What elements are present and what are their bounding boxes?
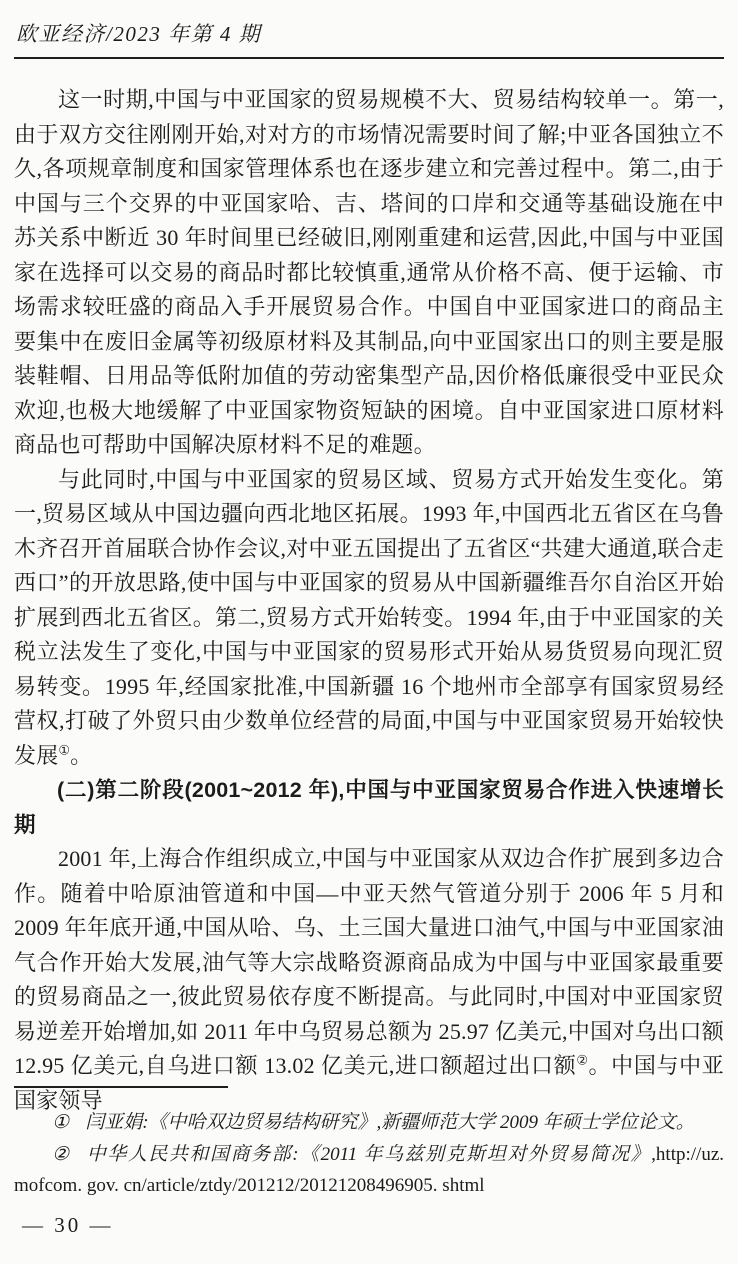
body-paragraph	[14, 463, 724, 774]
footnote-marker: ②	[52, 1143, 71, 1165]
text-run: 。中国与中亚国家领导	[14, 1053, 725, 1113]
page-header	[14, 16, 724, 59]
journal-issue-line: 欧亚经济/2023 年第 4 期	[16, 22, 262, 46]
footnote-item	[14, 1107, 724, 1139]
header-rule	[14, 57, 724, 59]
text-run: 中华人民共和国商务部:《2011 年乌兹别克斯坦对外贸易简况》,	[86, 1143, 656, 1165]
section-heading	[14, 773, 724, 842]
text-run: 2001 年,上海合作组织成立,中国与中亚国家从双边合作扩展到多边合作。随着中哈原油管道和中国—中亚天然气管道分别于 2006 年 5 月和 2009 年年底开通,中国从哈、乌、土三国大量进口油气,中国与中亚国家油气合作开始大发展,油气等大宗战略资源商品成为中国与中亚国家最重要的贸易商品之一,彼此贸易依存度不断提高。与此同时,中国对中亚国家贸易逆差开始增加,如 2011 年中乌贸易总额为 25.97 亿美元,中国对乌出口额 12.95 亿美元,自乌进口额 13.02 亿美元,进口额超过出口额	[14, 846, 724, 1078]
text-run: 闫亚娟:《中哈双边贸易结构研究》,新疆师范大学 2009 年硕士学位论文。	[85, 1112, 695, 1133]
page-number: — 30 —	[22, 1213, 114, 1237]
text-run: 。	[70, 742, 93, 768]
footnote-ref: ②	[576, 1052, 589, 1068]
footnote-url-text: http://uz. mofcom. gov. cn/article/ztdy/201212/20121208496905. shtml	[14, 1143, 724, 1196]
body-paragraph	[14, 842, 724, 1118]
body-paragraph	[14, 83, 724, 463]
article-body	[14, 83, 724, 1118]
footnote-separator	[14, 1086, 228, 1088]
footnotes	[14, 1107, 724, 1202]
footnote-item	[14, 1139, 724, 1202]
text-run: 这一时期,中国与中亚国家的贸易规模不大、贸易结构较单一。第一,由于双方交往刚刚开始,对对方的市场情况需要时间了解;中亚各国独立不久,各项规章制度和国家管理体系也在逐步建立和完善过程中。第二,由于中国与三个交界的中亚国家哈、吉、塔间的口岸和交通等基础设施在中苏关系中断近 30 年时间里已经破旧,刚刚重建和运营,因此,中国与中亚国家在选择可以交易的商品时都比较慎重,通常从价格不高、便于运输、市场需求较旺盛的商品入手开展贸易合作。中国自中亚国家进口的商品主要集中在废旧金属等初级原材料及其制品,向中亚国家出口的则主要是服装鞋帽、日用品等低附加值的劳动密集型产品,因价格低廉很受中亚民众欢迎,也极大地缓解了中亚国家物资短缺的困境。自中亚国家进口原材料商品也可帮助中国解决原材料不足的难题。	[14, 87, 724, 457]
text-run: (二)第二阶段(2001~2012 年),中国与中亚国家贸易合作进入快速增长期	[14, 778, 724, 837]
footnote-ref: ①	[58, 742, 71, 758]
text-run: 与此同时,中国与中亚国家的贸易区域、贸易方式开始发生变化。第一,贸易区域从中国边疆向西北地区拓展。1993 年,中国西北五省区在乌鲁木齐召开首届联合协作会议,对中亚五国提出了五省区“共建大通道,联合走西口”的开放思路,使中国与中亚国家的贸易从中国新疆维吾尔自治区开始扩展到西北五省区。第二,贸易方式开始转变。1994 年,由于中亚国家的关税立法发生了变化,中国与中亚国家的贸易形式开始从易货贸易向现汇贸易转变。1995 年,经国家批准,中国新疆 16 个地州市全部享有国家贸易经营权,打破了外贸只由少数单位经营的局面,中国与中亚国家贸易开始较快发展	[14, 466, 724, 768]
footnote-marker: ①	[52, 1112, 70, 1133]
footnote-block	[14, 1086, 724, 1202]
